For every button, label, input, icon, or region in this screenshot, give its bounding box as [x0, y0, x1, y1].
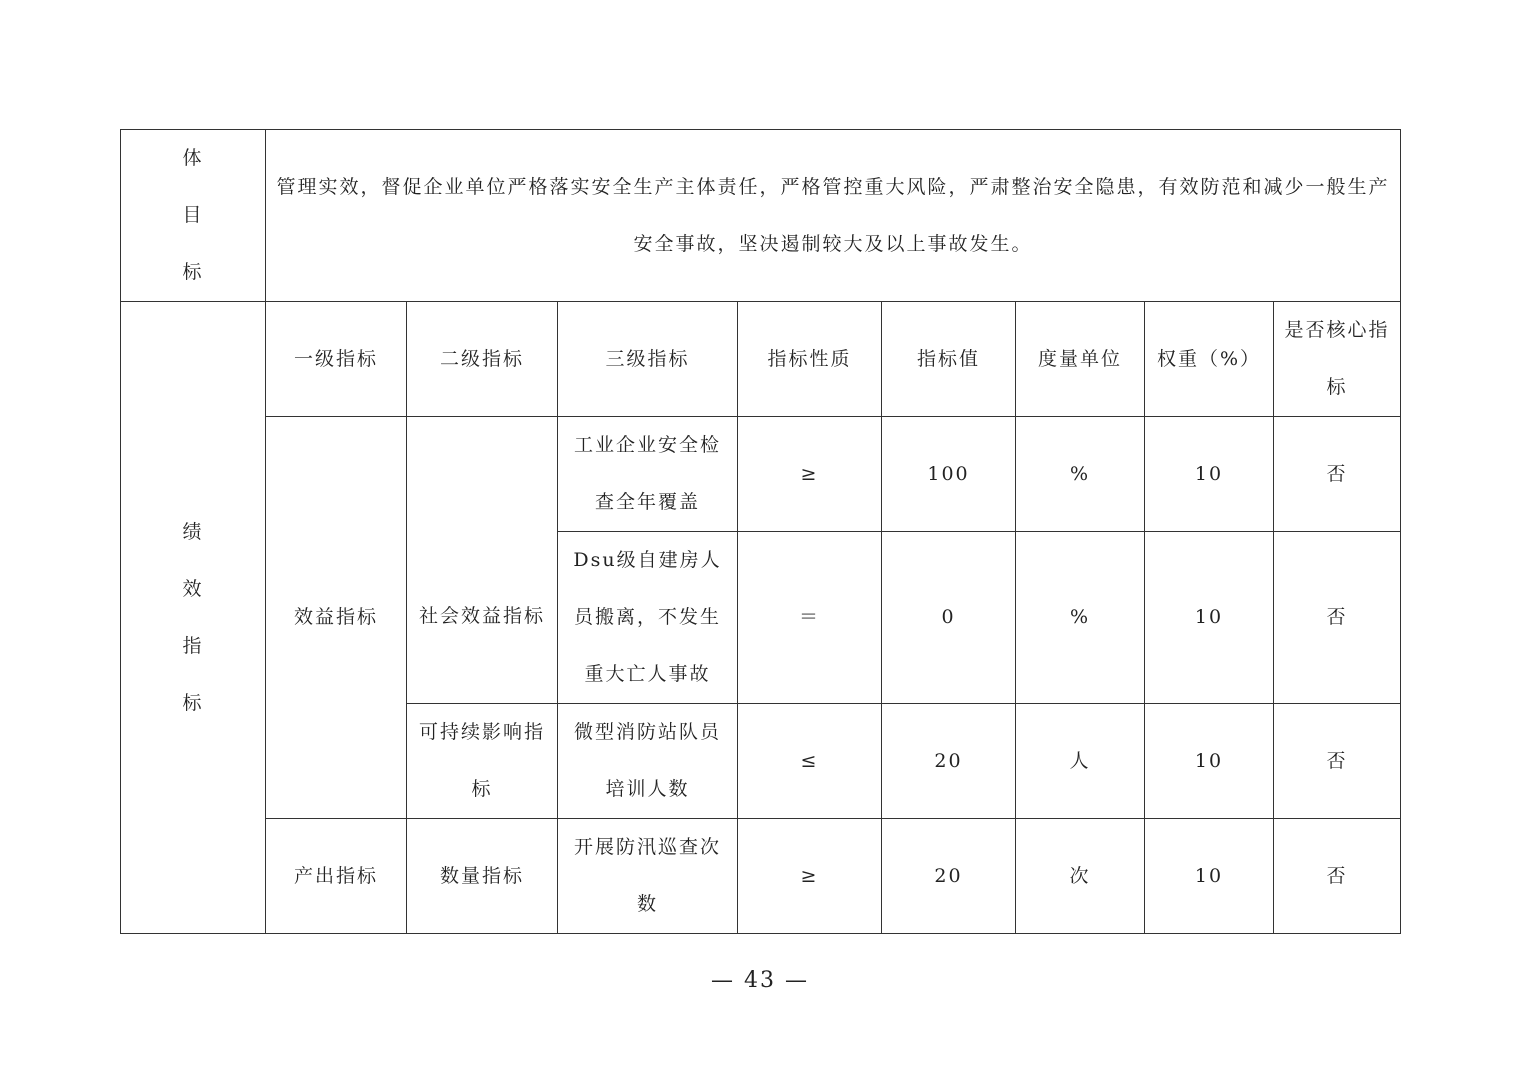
- goal-label: 体 目 标: [121, 130, 266, 302]
- level2-cell: 数量指标: [407, 819, 558, 934]
- header-value: 指标值: [882, 302, 1016, 417]
- level1-cell: 效益指标: [266, 417, 407, 819]
- value-cell: 20: [882, 704, 1016, 819]
- level3-cell: 工业企业安全检查全年覆盖: [558, 417, 738, 532]
- header-level2: 二级指标: [407, 302, 558, 417]
- weight-cell: 10: [1145, 819, 1274, 934]
- core-cell: 否: [1274, 819, 1401, 934]
- header-core: 是否核心指标: [1274, 302, 1401, 417]
- level2-cell: 社会效益指标: [407, 417, 558, 704]
- weight-cell: 10: [1145, 532, 1274, 704]
- unit-cell: %: [1016, 532, 1145, 704]
- level2-cell: 可持续影响指标: [407, 704, 558, 819]
- header-level1: 一级指标: [266, 302, 407, 417]
- nature-cell: ＝: [738, 532, 882, 704]
- nature-cell: ≥: [738, 417, 882, 532]
- table-row: [121, 819, 1401, 934]
- header-level3: 三级指标: [558, 302, 738, 417]
- unit-cell: 人: [1016, 704, 1145, 819]
- header-weight: 权重（%）: [1145, 302, 1274, 417]
- core-cell: 否: [1274, 704, 1401, 819]
- table-row: [121, 417, 1401, 532]
- header-nature: 指标性质: [738, 302, 882, 417]
- level3-cell: 开展防汛巡查次数: [558, 819, 738, 934]
- goal-text: 管理实效，督促企业单位严格落实安全生产主体责任，严格管控重大风险，严肃整治安全隐患，有效防范和减少一般生产安全事故，坚决遏制较大及以上事故发生。: [266, 130, 1401, 302]
- performance-table: [120, 129, 1401, 934]
- value-cell: 0: [882, 532, 1016, 704]
- level3-cell: 微型消防站队员培训人数: [558, 704, 738, 819]
- weight-cell: 10: [1145, 704, 1274, 819]
- header-unit: 度量单位: [1016, 302, 1145, 417]
- page-number: — 43 —: [711, 968, 809, 993]
- core-cell: 否: [1274, 532, 1401, 704]
- level1-cell: 产出指标: [266, 819, 407, 934]
- core-cell: 否: [1274, 417, 1401, 532]
- unit-cell: 次: [1016, 819, 1145, 934]
- header-row: [121, 302, 1401, 417]
- unit-cell: %: [1016, 417, 1145, 532]
- nature-cell: ≤: [738, 704, 882, 819]
- value-cell: 20: [882, 819, 1016, 934]
- goal-row: [121, 130, 1401, 302]
- level3-cell: Dsu级自建房人员搬离，不发生重大亡人事故: [558, 532, 738, 704]
- nature-cell: ≥: [738, 819, 882, 934]
- weight-cell: 10: [1145, 417, 1274, 532]
- indicators-label: 绩 效 指 标: [121, 302, 266, 934]
- value-cell: 100: [882, 417, 1016, 532]
